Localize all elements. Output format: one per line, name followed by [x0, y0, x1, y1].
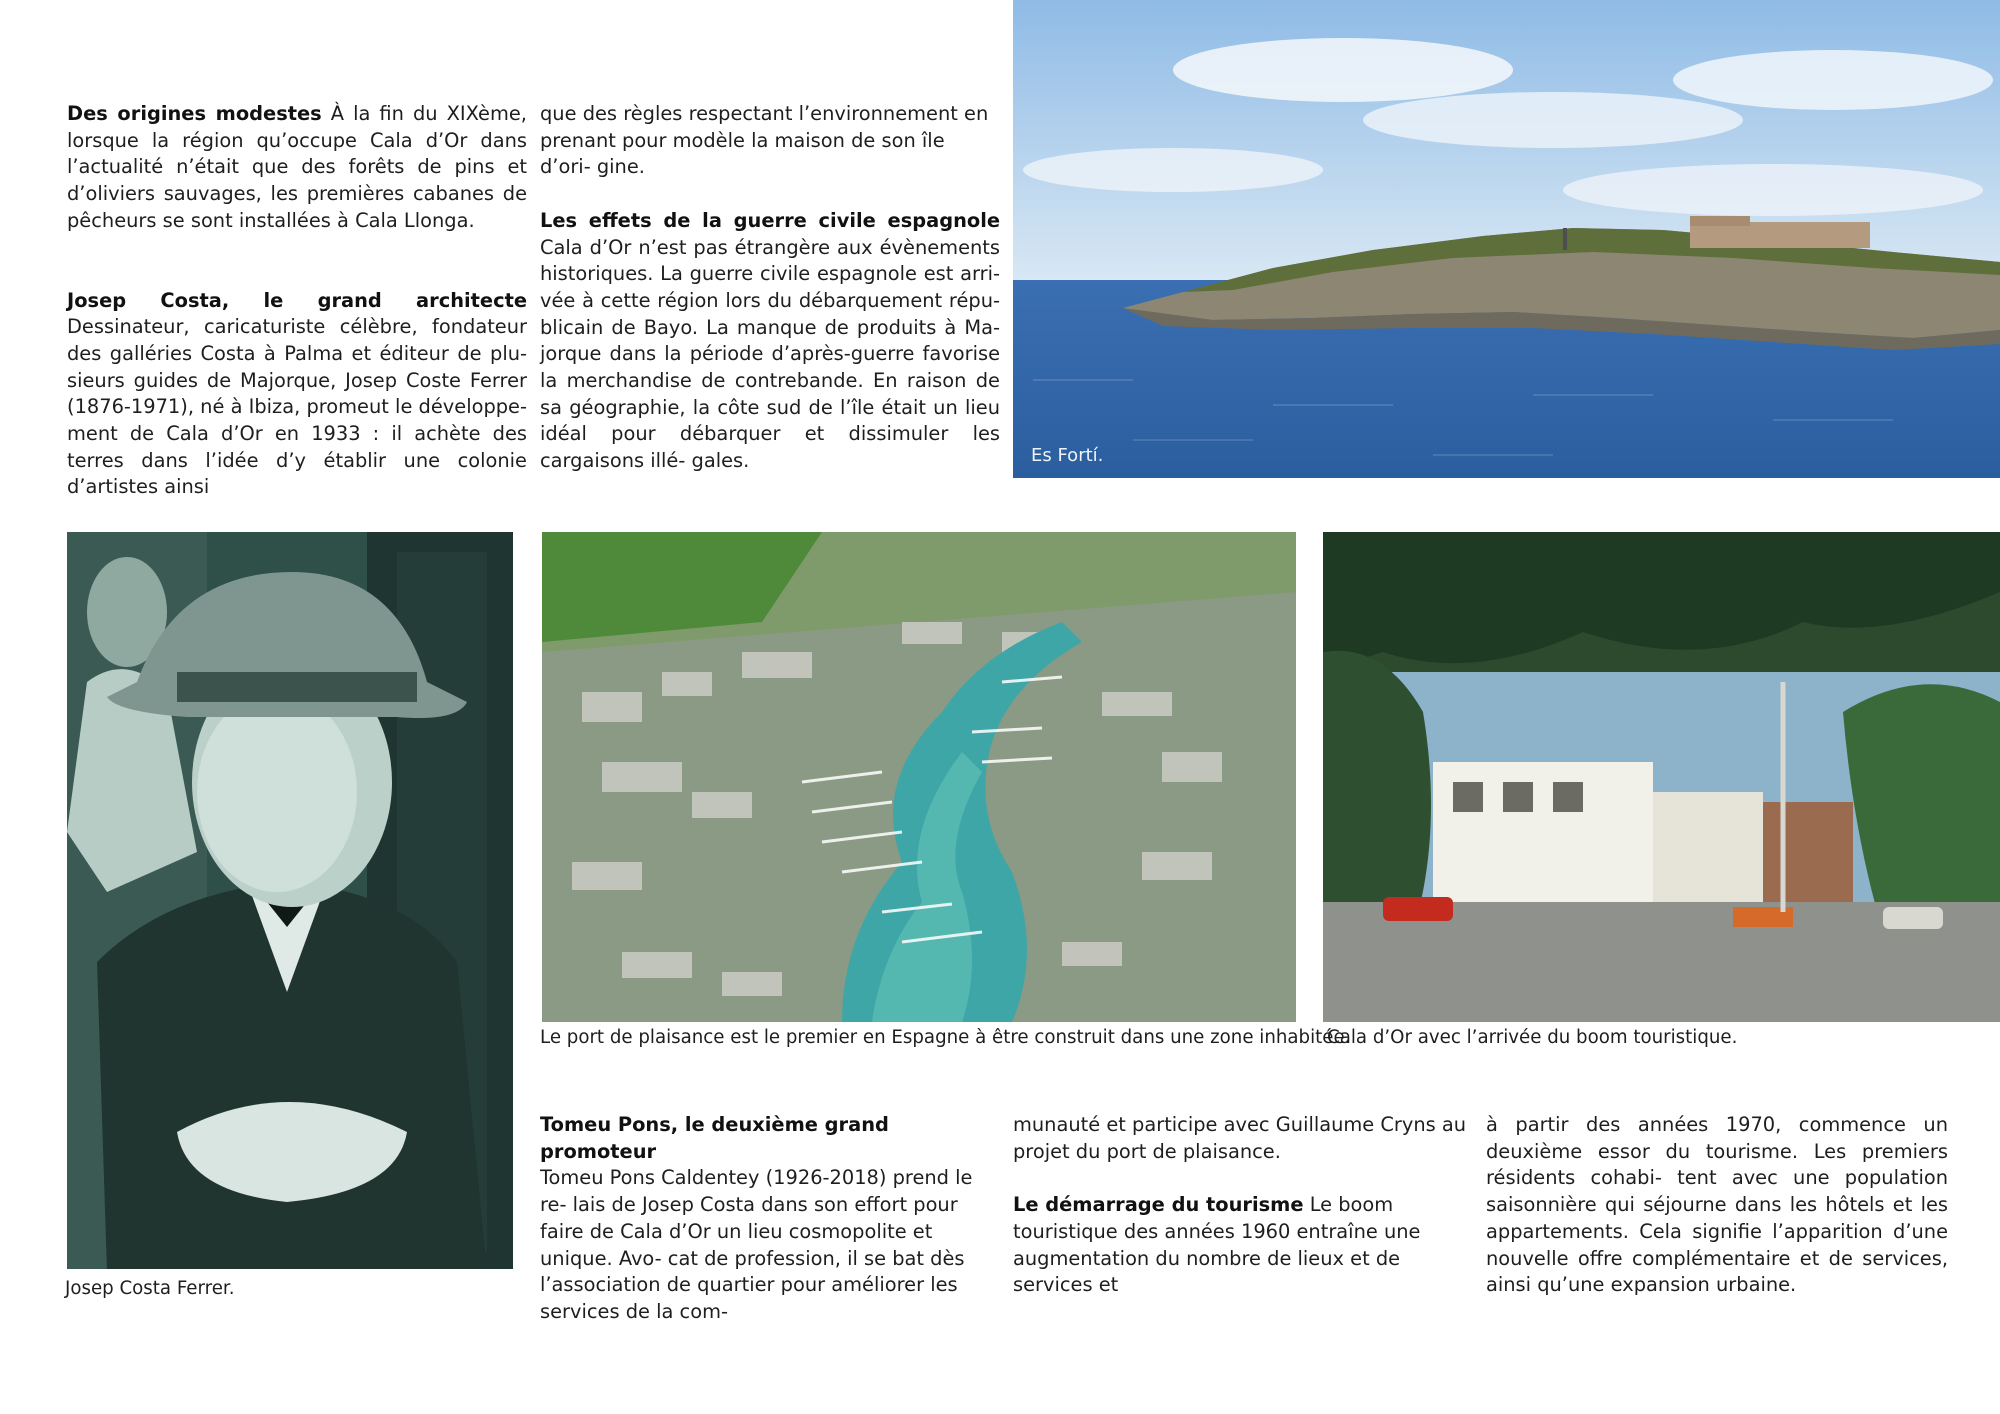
tourism-heading: Le démarrage du tourisme	[1013, 1193, 1304, 1217]
war-heading: Les effets de la guerre civile espagnole	[540, 208, 1000, 232]
origins-paragraph	[67, 101, 527, 235]
boom-caption: Cala d’Or avec l’arrivée du boom touristique.	[1327, 1027, 1738, 1048]
pons-text: Tomeu Pons Caldentey (1926-2018) prend le re- lais de Josep Costa dans son effort pour faire de Cala d’Or un lieu cosmopolite et unique. Avo- cat de profession, il se bat dès l’association de quartier pour améliorer les services de la com-	[540, 1166, 973, 1323]
pons-continued-text: munauté et participe avec Guillaume Cryns au projet du port de plaisance.	[1013, 1113, 1467, 1163]
war-paragraph	[540, 208, 1000, 475]
article-column-1	[67, 101, 527, 501]
article-column-5	[1486, 1112, 1948, 1299]
portrait-caption: Josep Costa Ferrer.	[65, 1278, 235, 1299]
origins-heading: Des origines modestes	[67, 102, 322, 125]
war-text: Cala d’Or n’est pas étrangère aux évènements historiques. La guerre civile espagnole est arri- vée à cette région lors du débarquement répu- blicain de Bayo. La manque de produits à Ma- jorque dans la période d’après-guerre favorise la merchandise de contrebande. En raison de sa géographie, la côte sud de l’île était un lieu idéal pour débarquer et dissimuler les cargaisons illé- gales.	[540, 235, 1000, 473]
tourism-paragraph	[1013, 1192, 1473, 1299]
es-forti-photo	[1013, 0, 2000, 478]
costa-text: Dessinateur, caricaturiste célèbre, fondateur des galléries Costa à Palma et éditeur de plu- sieurs guides de Majorque, Josep Coste Ferrer (1876-1971), né à Ibiza, promeut le développe- ment de Cala d’Or en 1933 : il achète des terres dans l’idée d’y établir une colonie d’artistes ainsi	[67, 315, 527, 499]
costa-continued-paragraph: que des règles respectant l’environnement en prenant pour modèle la maison de son île d’ori- gine.	[540, 102, 989, 179]
article-column-3	[540, 1112, 973, 1326]
es-forti-caption: Es Fortí.	[1031, 445, 1104, 466]
origins-text: À la fin du XIXème, lorsque la région qu’occupe Cala d’Or dans l’actualité n’était que des forêts de pins et d’oliviers sauvages, les premières cabanes de pêcheurs se sont installées à Cala Llonga.	[67, 102, 527, 232]
pons-heading: Tomeu Pons, le deuxième grand promoteur	[540, 1113, 889, 1163]
tourist-boom-photo	[1323, 532, 2000, 1022]
josep-costa-portrait	[67, 532, 513, 1269]
pons-heading-line	[540, 1112, 973, 1165]
costa-paragraph	[67, 288, 527, 502]
costa-heading: Josep Costa, le grand architecte	[67, 288, 527, 312]
article-column-4	[1013, 1112, 1473, 1299]
article-column-2	[540, 101, 1000, 475]
tourism-text: Le boom touristique des années 1960 entraîne une augmentation du nombre de lieux et de services et	[1013, 1193, 1421, 1297]
marina-aerial-photo	[542, 532, 1296, 1022]
tourism-continued-text: à partir des années 1970, commence un deuxième essor du tourisme. Les premiers résidents cohabi- tent avec une population saisonnière qui séjourne dans les hôtels et les appartements. Cela signifie l’apparition d’une nouvelle offre complémentaire et de services, ainsi qu’une expansion urbaine.	[1486, 1113, 1948, 1297]
marina-caption: Le port de plaisance est le premier en Espagne à être construit dans une zone inhabitée.	[540, 1027, 1351, 1048]
